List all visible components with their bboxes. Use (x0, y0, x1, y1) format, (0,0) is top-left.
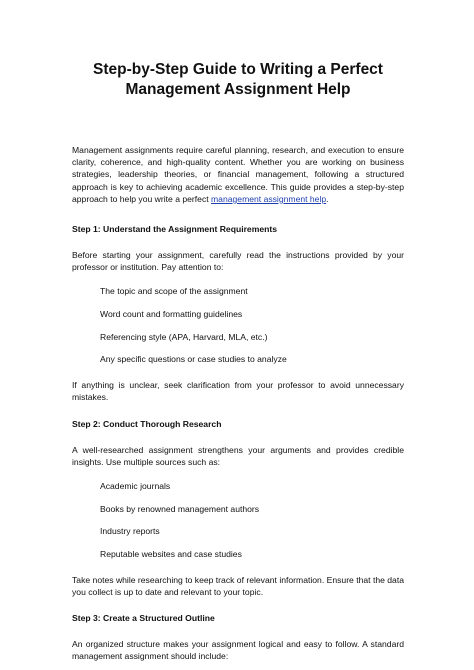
list-item: The topic and scope of the assignment (100, 286, 248, 297)
step2-intro: A well-researched assignment strengthens your arguments and provides credible insights. Use multiple sources such as: (72, 444, 404, 467)
step2-list (72, 480, 404, 560)
step2-outro: Take notes while researching to keep track of relevant information. Ensure that the data you collect is up to date and relevant to your topic. (72, 574, 405, 597)
list-item: Any specific questions or case studies to analyze (100, 354, 287, 365)
step1-outro: If anything is unclear, seek clarification from your professor to avoid unnecessary mistakes. (72, 380, 404, 403)
step2-heading: Step 2: Conduct Thorough Research (72, 418, 222, 429)
list-item: Word count and formatting guidelines (100, 309, 243, 320)
step1-heading: Step 1: Understand the Assignment Requirements (72, 224, 278, 235)
step3-heading: Step 3: Create a Structured Outline (72, 613, 215, 624)
list-item: Industry reports (100, 526, 160, 537)
title-line-1: Step-by-Step Guide to Writing a Perfect (93, 61, 383, 78)
list-item: Reputable websites and case studies (100, 548, 242, 559)
document-title (72, 60, 404, 100)
list-item: Referencing style (APA, Harvard, MLA, etc.) (100, 331, 268, 342)
list-item: Books by renowned management authors (100, 503, 260, 514)
list-item: Academic journals (100, 481, 171, 492)
step1-intro: Before starting your assignment, carefully read the instructions provided by your professor or institution. Pay attention to: (72, 250, 404, 273)
intro-text-end: . (326, 193, 329, 204)
step1-list (72, 285, 404, 365)
step3-intro: An organized structure makes your assignment logical and easy to follow. A standard management assignment should include: (72, 639, 404, 662)
intro-text: Management assignments require careful planning, research, and execution to ensure clarity, coherence, and high-quality content. Whether you are working on business strategies, leadership theories, or financial management, following a structured approach is key to achieving academic excellence. This guide provides a step-by-step approach to help you write a perfect (72, 145, 404, 204)
title-line-2: Management Assignment Help (125, 81, 351, 98)
intro-paragraph (72, 144, 404, 205)
management-assignment-help-link[interactable]: management assignment help (211, 193, 327, 204)
